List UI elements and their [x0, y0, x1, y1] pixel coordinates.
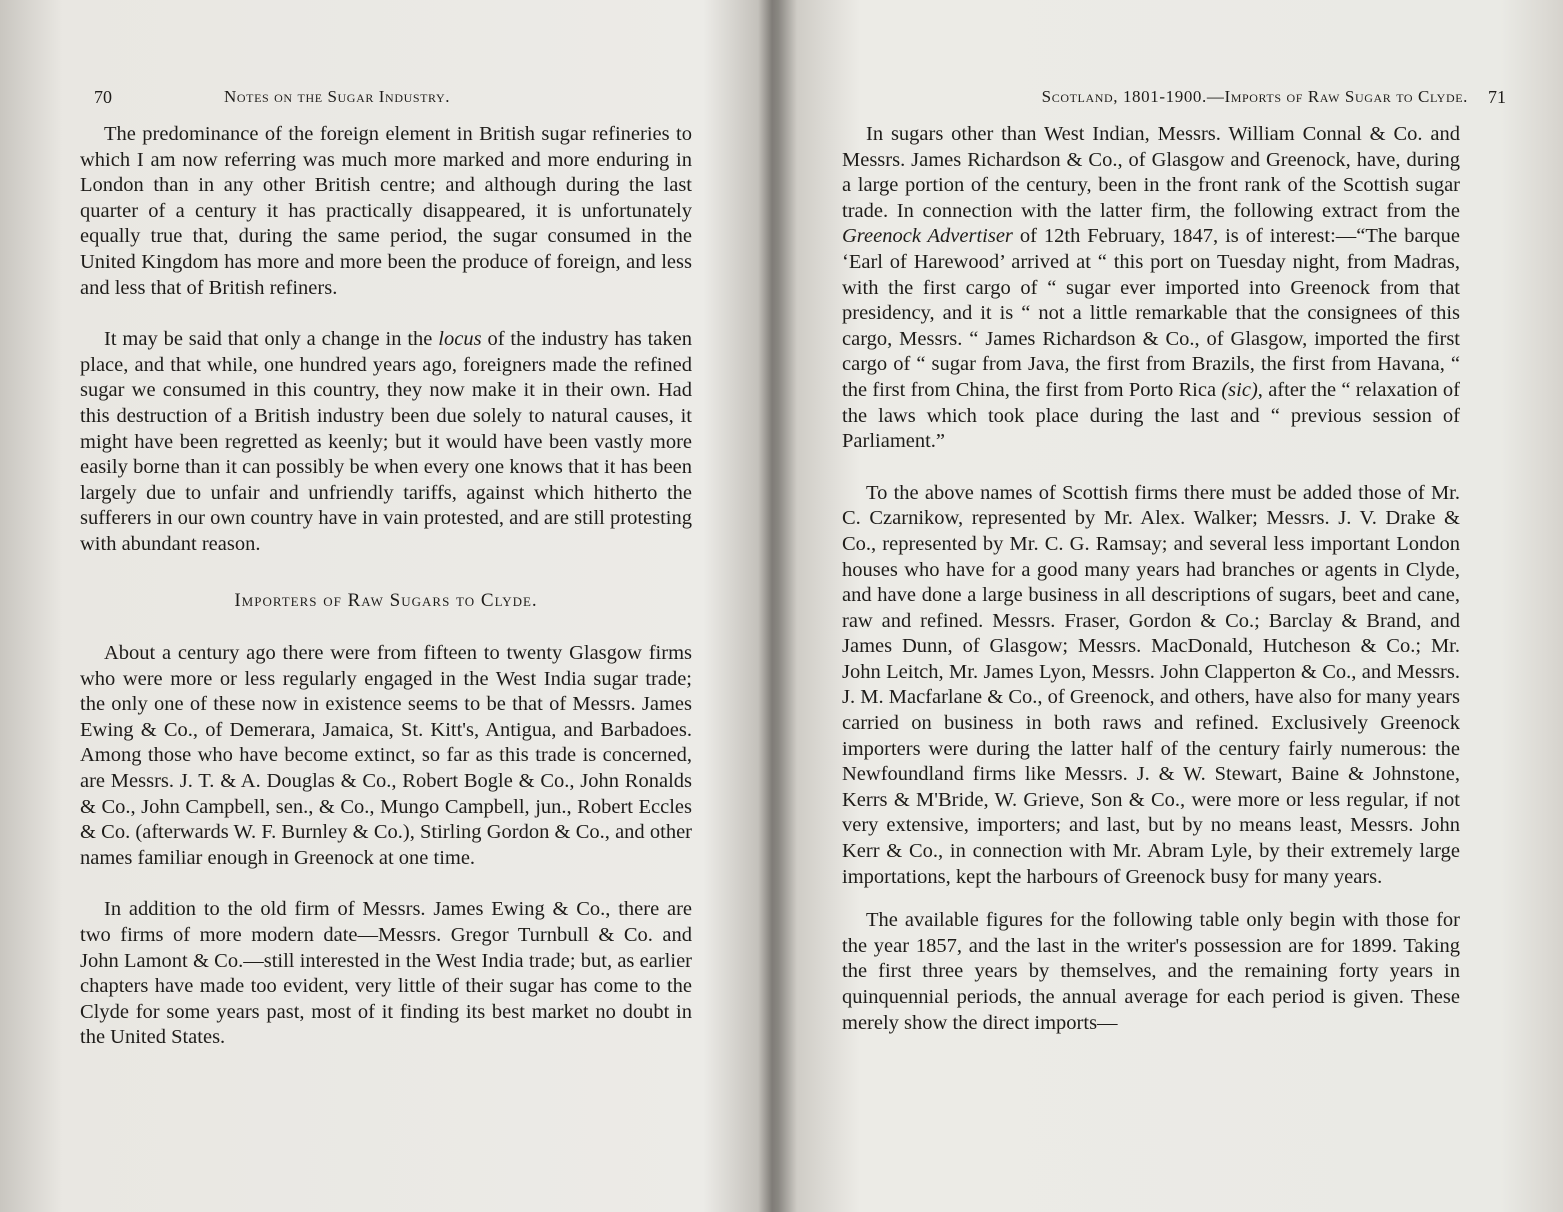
page-number: 70 — [94, 86, 112, 107]
right-page — [780, 0, 1563, 1212]
right-page-header — [906, 84, 1506, 110]
italic-term: locus — [438, 328, 482, 351]
paragraph — [80, 327, 692, 557]
italic-sic: (sic) — [1221, 378, 1258, 401]
left-page-header — [94, 84, 694, 110]
left-page — [0, 0, 770, 1212]
paragraph-text: of the industry has taken place, and that while, one hundred years ago, foreigners made the refined sugar we consumed in this country, they now make it in their own. Had this destruction of a British industry been due solely to natural causes, it might have been regretted as keenly; but it would have been vastly more easily borne than it can possibly be when every one knows that it has been largely due to unfair and unfriendly tariffs, against which hitherto the sufferers in our own country have in vain protested, and are still protesting with abundant reason. — [80, 328, 692, 555]
left-page-body — [80, 122, 692, 1051]
paragraph-text: It may be said that only a change in the — [104, 328, 439, 351]
section-heading: Importers of Raw Sugars to Clyde. — [234, 589, 538, 611]
paragraph-text: In sugars other than West Indian, Messrs. William Connal & Co. and Messrs. James Richardson & Co., of Glasgow and Greenock, have, during a large portion of the century, been in the front rank of the Scottish sugar trade. In connection with the latter firm, the following extract from the — [842, 123, 1460, 222]
paragraph: The available figures for the following table only begin with those for the year 1857, and the last in the writer's possession are for 1899. Taking the first three years by themselves, and the remaining forty years in quinquennial periods, the annual average for each period is given. These merely show the direct imports— — [842, 909, 1460, 1034]
paragraph — [842, 122, 1460, 455]
running-head: Notes on the Sugar Industry. — [224, 87, 451, 106]
paragraph: About a century ago there were from fifteen to twenty Glasgow firms who were more or less regularly engaged in the West India sugar trade; the only one of these now in existence seems to be that of Messrs. James Ewing & Co., of Demerara, Jamaica, St. Kitt's, Antigua, and Barbadoes. Among those who have become extinct, so far as this trade is concerned, are Messrs. J. T. & A. Douglas & Co., Robert Bogle & Co., John Ronalds & Co., John Campbell, sen., & Co., Mungo Campbell, jun., Robert Eccles & Co. (afterwards W. F. Burnley & Co.), Stirling Gordon & Co., and other names familiar enough in Greenock at one time. — [80, 642, 692, 869]
page-number: 71 — [1488, 86, 1506, 107]
paragraph-text: , after the “ relaxation of the laws which took place during the last and “ previous session of Parliament.” — [842, 378, 1460, 453]
right-page-body — [842, 122, 1460, 1036]
paragraph: The predominance of the foreign element in British sugar refineries to which I am now referring was much more marked and more enduring in London than in any other British centre; and although during the last quarter of a century it has practically disappeared, it is unfortunately equally true that, during the same period, the sugar consumed in the United Kingdom has more and more been the produce of foreign, and less and less that of British refiners. — [80, 123, 692, 299]
paragraph: In addition to the old firm of Messrs. James Ewing & Co., there are two firms of more modern date—Messrs. Gregor Turnbull & Co. and John Lamont & Co.—still interested in the West India trade; but, as earlier chapters have made too evident, very little of their sugar has come to the Clyde for some years past, most of it finding its best market no doubt in the United States. — [80, 898, 692, 1049]
running-head: Scotland, 1801-1900.—Imports of Raw Sugar to Clyde. — [1041, 87, 1468, 106]
paragraph-text: of 12th February, 1847, is of interest:—“The barque ‘Earl of Harewood’ arrived at “ this port on Tuesday night, from Madras, with the first cargo of “ sugar ever imported into Greenock from that presidency, and it is “ not a little remarkable that the consignees of this cargo, Messrs. “ James Richardson & Co., of Glasgow, imported the first cargo of “ sugar from Java, the first from Brazils, the first from Havana, “ the first from China, the first from Porto Rica — [842, 225, 1460, 401]
paragraph: To the above names of Scottish firms there must be added those of Mr. C. Czarnikow, represented by Mr. Alex. Walker; Messrs. J. V. Drake & Co., represented by Mr. C. G. Ramsay; and several less important London houses who have for a good many years had branches or agents in Clyde, and have done a large business in all descriptions of sugars, beet and cane, raw and refined. Messrs. Fraser, Gordon & Co.; Barclay & Brand, and James Dunn, of Glasgow; Messrs. MacDonald, Hutcheson & Co.; Mr. John Leitch, Mr. James Lyon, Messrs. John Clapperton & Co., and Messrs. J. M. Macfarlane & Co., of Greenock, and others, have also for many years carried on business in both raws and refined. Exclusively Greenock importers were during the latter half of the century fairly numerous: the Newfoundland firms like Messrs. J. & W. Stewart, Baine & Johnstone, Kerrs & M'Bride, W. Grieve, Son & Co., were more or less regular, if not very extensive, importers; and last, but by no means least, Messrs. John Kerr & Co., in connection with Mr. Abram Lyle, by their extremely large importations, kept the harbours of Greenock busy for many years. — [842, 481, 1460, 888]
italic-title: Greenock Advertiser — [842, 225, 1013, 248]
